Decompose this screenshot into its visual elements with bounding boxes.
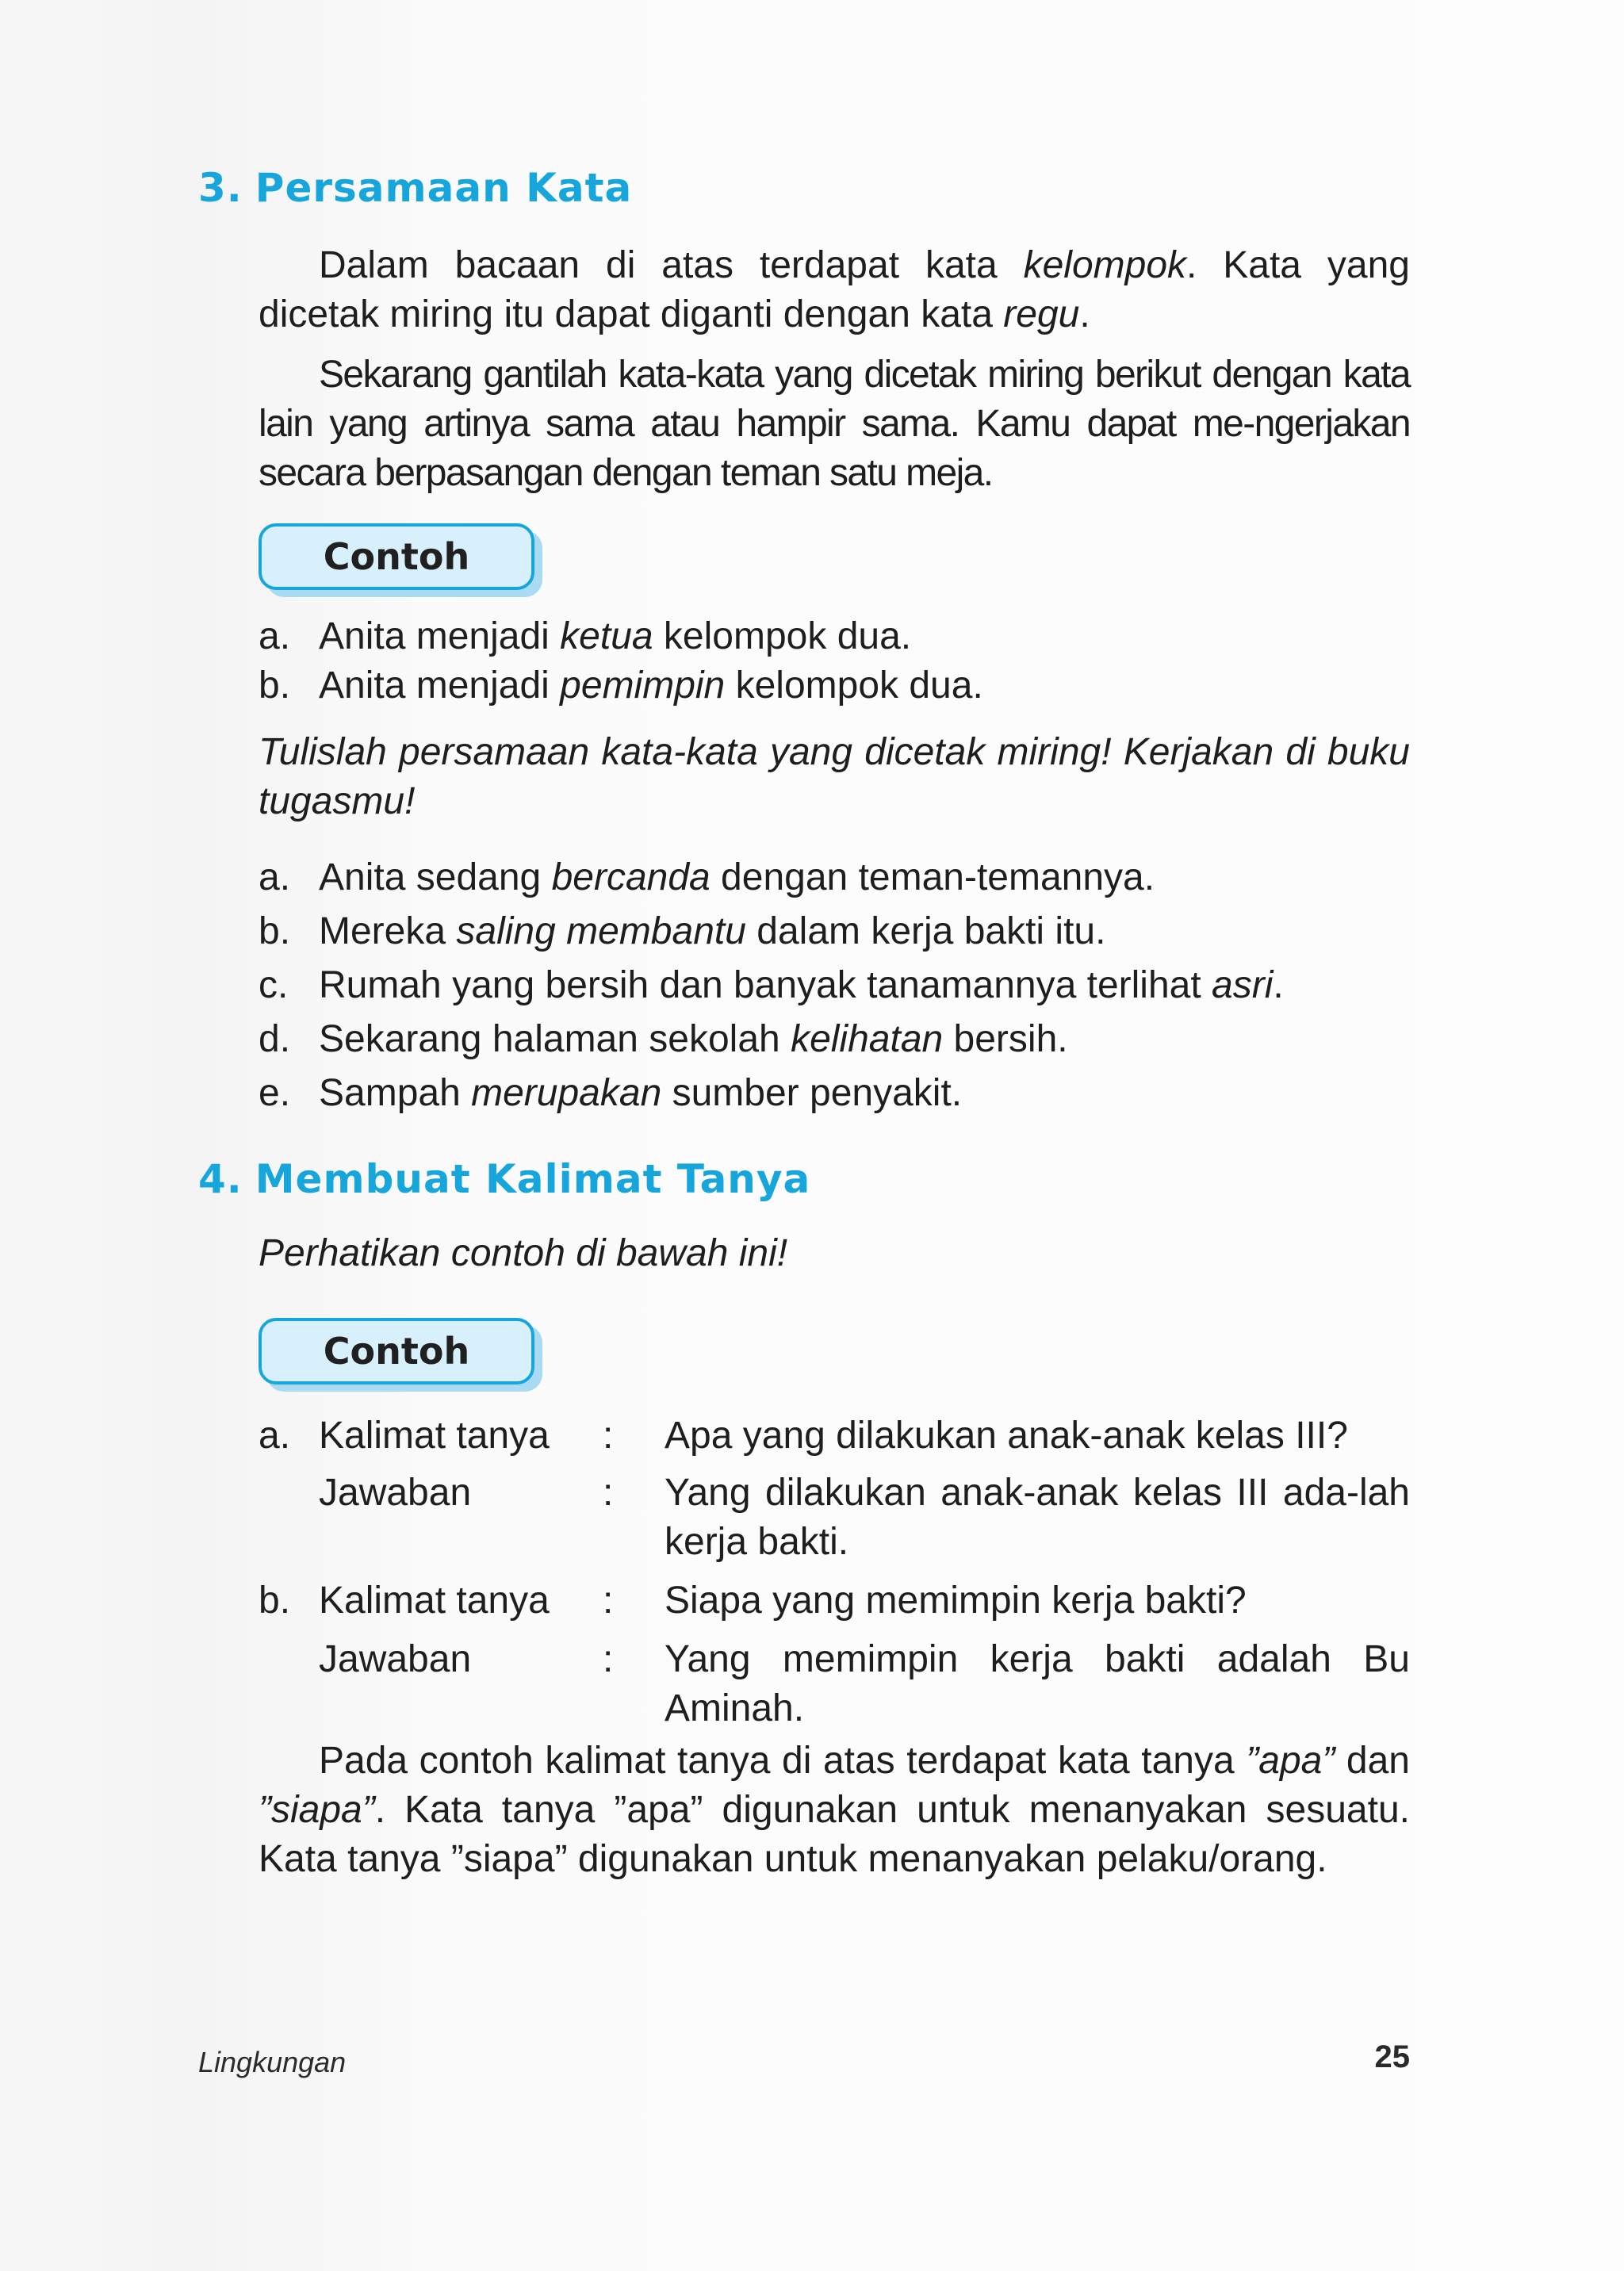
text-run: dengan teman-temannya. [710, 856, 1155, 898]
example-item [259, 612, 1416, 661]
colon: : [603, 1580, 614, 1622]
text-run: Anita sedang [319, 856, 552, 898]
italic-word: saling membantu [456, 910, 746, 952]
text-run: Dalam bacaan di atas terdapat kata [319, 244, 1024, 286]
text-run: . [1079, 293, 1090, 335]
item-letter: a. [259, 1415, 291, 1457]
page-number: 25 [1374, 2039, 1410, 2074]
closing-paragraph [259, 1737, 1410, 1884]
text-run: Sampah [319, 1072, 472, 1114]
question-text: Apa yang dilakukan anak-anak kelas III? [665, 1415, 1348, 1457]
exercise-item [259, 961, 1416, 1010]
section-heading-persamaan-kata [198, 165, 632, 211]
text-run: kelompok dua. [653, 615, 912, 657]
question-label: Kalimat tanya [319, 1415, 550, 1457]
colon: : [603, 1638, 614, 1680]
question-label: Kalimat tanya [319, 1580, 550, 1622]
paragraph-intro [259, 241, 1410, 339]
item-letter: a. [259, 856, 291, 898]
item-letter: e. [259, 1072, 291, 1114]
item-letter: c. [259, 964, 289, 1006]
instruction-text: Sekarang gantilah kata-kata yang dicetak miring berikut dengan kata lain yang artinya sama atau hampir sama. Kamu dapat me-ngerjakan secara berpasangan dengan teman satu meja. [259, 354, 1410, 494]
contoh-badge: Contoh [259, 523, 534, 590]
exercise-item [259, 907, 1416, 956]
item-letter: a. [259, 615, 291, 657]
section-title: Membuat Kalimat Tanya [255, 1156, 811, 1202]
colon: : [603, 1415, 614, 1457]
text-run: Anita menjadi [319, 664, 561, 707]
text-run: Sekarang halaman sekolah [319, 1018, 791, 1060]
item-letter: d. [259, 1018, 291, 1060]
text-run: bersih. [943, 1018, 1068, 1060]
text-run: Anita menjadi [319, 615, 561, 657]
italic-word: ketua [560, 615, 653, 657]
text-run: kelompok dua. [725, 664, 983, 707]
section-number: 3. [198, 165, 243, 211]
italic-word: kelihatan [791, 1018, 944, 1060]
answer-label: Jawaban [319, 1638, 472, 1680]
section-intro: Perhatikan contoh di bawah ini! [259, 1232, 788, 1274]
answer-text: Yang memimpin kerja bakti adalah Bu Aminah. [665, 1638, 1410, 1729]
footer-chapter-title: Lingkungan [198, 2046, 347, 2078]
italic-word: kelompok [1023, 244, 1187, 286]
text-run: Rumah yang bersih dan banyak tanamannya terlihat [319, 964, 1212, 1006]
exercise-item [259, 1015, 1416, 1064]
question-text: Siapa yang memimpin kerja bakti? [665, 1580, 1247, 1622]
colon: : [603, 1472, 614, 1514]
contoh-badge: Contoh [259, 1318, 534, 1384]
italic-word: ”apa” [1246, 1740, 1335, 1782]
text-run: dan [1335, 1740, 1410, 1782]
text-run: Pada contoh kalimat tanya di atas terdapat kata tanya [319, 1740, 1247, 1782]
text-run: dalam kerja bakti itu. [745, 910, 1106, 952]
italic-word: regu [1003, 293, 1080, 335]
text-run: . Kata yang dicetak miring itu dapat diganti dengan kata [259, 244, 1410, 335]
item-letter: b. [259, 1580, 291, 1622]
item-letter: b. [259, 910, 291, 952]
paragraph-instructions [259, 350, 1410, 498]
example-item [259, 661, 1416, 710]
section-title: Persamaan Kata [255, 165, 633, 211]
italic-word: bercanda [551, 856, 710, 898]
text-run: . Kata tanya ”apa” digunakan untuk menanyakan sesuatu. Kata tanya ”siapa” digunakan untuk menanyakan pelaku/orang. [259, 1789, 1410, 1880]
section-number: 4. [198, 1156, 243, 1202]
answer-label: Jawaban [319, 1472, 472, 1514]
text-run: Mereka [319, 910, 457, 952]
exercise-item [259, 1069, 1416, 1118]
text-run: . [1273, 964, 1284, 1006]
exercise-instruction: Tulislah persamaan kata-kata yang dicetak miring! Kerjakan di buku tugasmu! [259, 731, 1410, 822]
italic-word: merupakan [471, 1072, 662, 1114]
italic-word: asri [1212, 964, 1274, 1006]
text-run: sumber penyakit. [661, 1072, 963, 1114]
section-heading-kalimat-tanya [198, 1156, 810, 1202]
exercise-item [259, 853, 1416, 902]
italic-word: ”siapa” [259, 1789, 375, 1831]
italic-word: pemimpin [560, 664, 726, 707]
item-letter: b. [259, 664, 291, 707]
answer-text: Yang dilakukan anak-anak kelas III ada-lah kerja bakti. [665, 1472, 1410, 1563]
